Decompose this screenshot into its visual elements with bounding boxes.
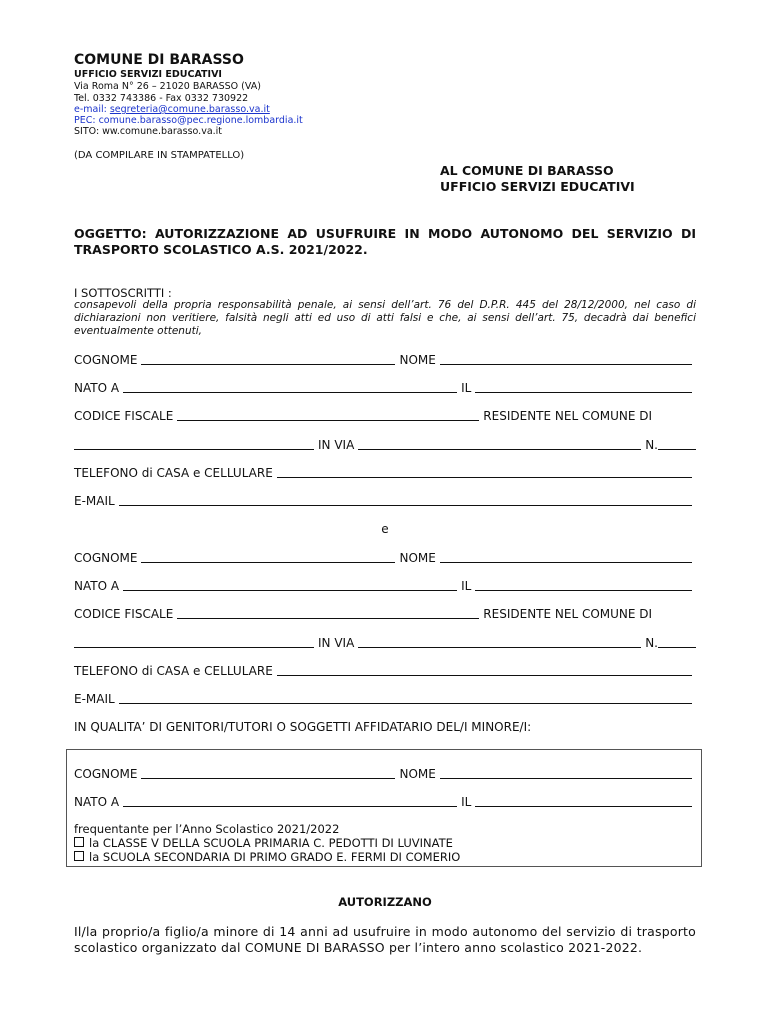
parent1-phone-field[interactable] xyxy=(277,476,692,478)
parent1-email-field[interactable] xyxy=(119,504,692,506)
parent2-email-field[interactable] xyxy=(119,702,692,704)
parent2-email-row: E-MAIL xyxy=(74,690,696,706)
parent1-number-field[interactable] xyxy=(658,448,696,450)
parent1-phone-row: TELEFONO di CASA e CELLULARE xyxy=(74,464,696,480)
parent2-surname-field[interactable] xyxy=(141,561,395,563)
minor-name-row: COGNOME NOME xyxy=(74,765,696,781)
intro-label: I SOTTOSCRITTI : xyxy=(74,286,172,300)
autorizzano-heading: AUTORIZZANO xyxy=(338,895,432,909)
municipality-title: COMUNE DI BARASSO xyxy=(74,52,244,68)
parent2-town-field[interactable] xyxy=(74,646,314,648)
parent1-town-field[interactable] xyxy=(74,448,314,450)
recipient-line-2: UFFICIO SERVIZI EDUCATIVI xyxy=(440,179,635,194)
office-name: UFFICIO SERVIZI EDUCATIVI xyxy=(74,69,222,80)
conjunction: e xyxy=(381,522,389,536)
option-secondary[interactable]: la SCUOLA SECONDARIA DI PRIMO GRADO E. FERMI DI COMERIO xyxy=(74,850,460,864)
parent2-name-row: COGNOME NOME xyxy=(74,549,696,565)
checkbox-primary[interactable] xyxy=(74,837,84,847)
authorization-text: Il/la proprio/a figlio/a minore di 14 anni ad usufruire in modo autonomo del servizio di trasporto scolastico organizzato dal COMUNE DI BARASSO per l’intero anno scolastico 2021-2022. xyxy=(74,924,696,955)
phone-line: Tel. 0332 743386 - Fax 0332 730922 xyxy=(74,93,249,104)
parent2-firstname-field[interactable] xyxy=(440,561,692,563)
declaration-text: consapevoli della propria responsabilità penale, ai sensi dell’art. 76 del D.P.R. 445 del 28/12/2000, nel caso di dichiarazioni non veritiere, falsità negli atti ed uso di atti falsi e che, ai sensi dell’art. 75, decadrà dai benefici eventualmente ottenuti, xyxy=(74,299,696,337)
parent2-street-field[interactable] xyxy=(358,646,641,648)
parent1-address-row: IN VIA N. xyxy=(74,436,696,452)
recipient-line-1: AL COMUNE DI BARASSO xyxy=(440,163,614,178)
parent1-street-field[interactable] xyxy=(358,448,641,450)
email-link[interactable]: segreteria@comune.barasso.va.it xyxy=(109,104,270,115)
parent2-cf-row: CODICE FISCALE RESIDENTE NEL COMUNE DI xyxy=(74,607,653,621)
fill-note: (DA COMPILARE IN STAMPATELLO) xyxy=(74,150,245,161)
subject: OGGETTO: AUTORIZZAZIONE AD USUFRUIRE IN MODO AUTONOMO DEL SERVIZIO DI TRASPORTO SCOLASTICO A.S. 2021/2022. xyxy=(74,226,696,257)
qualita-text: IN QUALITA’ DI GENITORI/TUTORI O SOGGETTI AFFIDATARIO DEL/I MINORE/I: xyxy=(74,720,532,734)
parent1-cf-row: CODICE FISCALE RESIDENTE NEL COMUNE DI xyxy=(74,409,653,423)
minor-firstname-field[interactable] xyxy=(440,777,692,779)
minor-birthplace-field[interactable] xyxy=(123,805,457,807)
parent1-firstname-field[interactable] xyxy=(440,363,692,365)
site-line: SITO: ww.comune.barasso.va.it xyxy=(74,126,223,137)
checkbox-secondary[interactable] xyxy=(74,851,84,861)
parent1-birthplace-field[interactable] xyxy=(123,391,457,393)
parent1-birthdate-field[interactable] xyxy=(475,391,692,393)
parent1-name-row: COGNOME NOME xyxy=(74,351,696,367)
option-primary[interactable]: la CLASSE V DELLA SCUOLA PRIMARIA C. PEDOTTI DI LUVINATE xyxy=(74,836,453,850)
parent2-number-field[interactable] xyxy=(658,646,696,648)
parent1-birth-row: NATO A IL xyxy=(74,379,696,395)
parent2-phone-row: TELEFONO di CASA e CELLULARE xyxy=(74,662,696,678)
parent2-taxcode-field[interactable] xyxy=(177,617,479,619)
parent2-birth-row: NATO A IL xyxy=(74,577,696,593)
school-year-text: frequentante per l’Anno Scolastico 2021/2022 xyxy=(74,822,340,836)
parent2-birthplace-field[interactable] xyxy=(123,589,457,591)
minor-birthdate-field[interactable] xyxy=(475,805,692,807)
parent1-taxcode-field[interactable] xyxy=(177,419,479,421)
minor-surname-field[interactable] xyxy=(141,777,395,779)
parent2-phone-field[interactable] xyxy=(277,674,692,676)
address-line: Via Roma N° 26 – 21020 BARASSO (VA) xyxy=(74,81,261,92)
minor-birth-row: NATO A IL xyxy=(74,793,696,809)
parent2-birthdate-field[interactable] xyxy=(475,589,692,591)
pec-line[interactable]: PEC: comune.barasso@pec.regione.lombardia.it xyxy=(74,115,303,126)
email-line: e-mail: segreteria@comune.barasso.va.it xyxy=(74,104,270,115)
parent1-email-row: E-MAIL xyxy=(74,492,696,508)
parent2-address-row: IN VIA N. xyxy=(74,634,696,650)
parent1-surname-field[interactable] xyxy=(141,363,395,365)
